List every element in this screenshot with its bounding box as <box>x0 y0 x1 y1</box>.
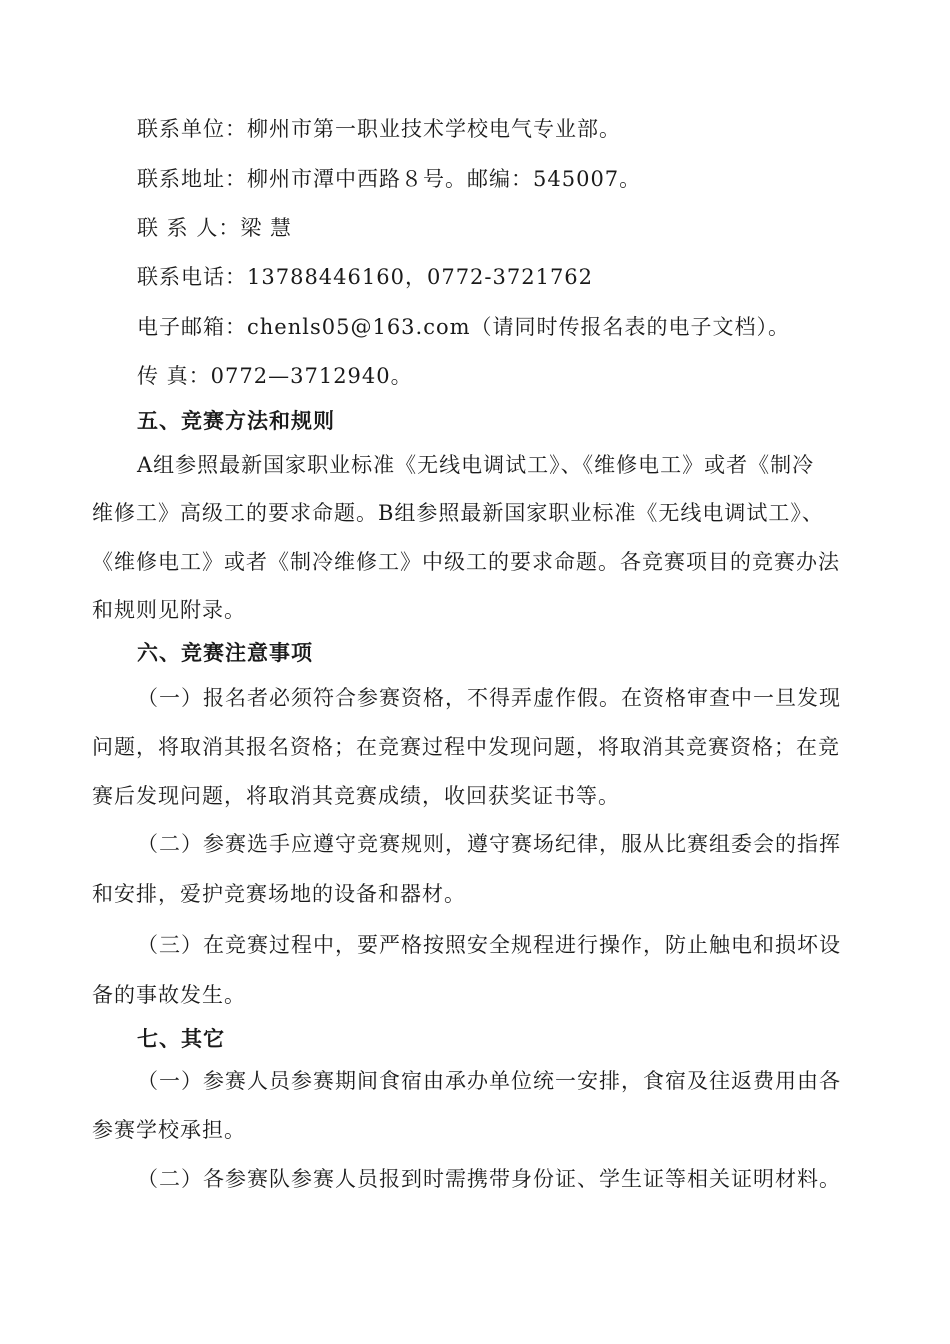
section6-item2-line-1: （二）参赛选手应遵守竞赛规则，遵守赛场纪律，服从比赛组委会的指挥 <box>137 832 841 856</box>
section5-line-2: 维修工》高级工的要求命题。B组参照最新国家职业标准《无线电调试工》、 <box>92 501 824 525</box>
section5-heading: 五、竞赛方法和规则 <box>137 408 335 433</box>
section7-item1-line-1: （一）参赛人员参赛期间食宿由承办单位统一安排，食宿及往返费用由各 <box>137 1069 841 1093</box>
section7-item2-line-1: （二）各参赛队参赛人员报到时需携带身份证、学生证等相关证明材料。 <box>137 1167 841 1191</box>
section6-heading: 六、竞赛注意事项 <box>137 640 313 665</box>
section6-item1-line-1: （一）报名者必须符合参赛资格，不得弄虚作假。在资格审查中一旦发现 <box>137 686 841 710</box>
section5-line-1: A组参照最新国家职业标准《无线电调试工》、《维修电工》或者《制冷 <box>137 453 815 477</box>
contact-unit: 联系单位：柳州市第一职业技术学校电气专业部。 <box>137 117 621 141</box>
contact-phone: 联系电话：13788446160，0772-3721762 <box>137 265 594 289</box>
contact-email: 电子邮箱：chenls05@163.com（请同时传报名表的电子文档）。 <box>137 315 791 339</box>
section6-item3-line-2: 备的事故发生。 <box>92 983 246 1007</box>
section6-item1-line-2: 问题，将取消其报名资格；在竞赛过程中发现问题，将取消其竞赛资格；在竞 <box>92 735 840 759</box>
contact-person: 联 系 人：梁 慧 <box>137 216 293 240</box>
section7-item1-line-2: 参赛学校承担。 <box>92 1118 246 1142</box>
contact-address: 联系地址：柳州市潭中西路８号。邮编：545007。 <box>137 167 642 191</box>
section5-line-4: 和规则见附录。 <box>92 598 246 622</box>
section6-item2-line-2: 和安排，爱护竞赛场地的设备和器材。 <box>92 882 466 906</box>
section6-item1-line-3: 赛后发现问题，将取消其竞赛成绩，收回获奖证书等。 <box>92 784 620 808</box>
section7-heading: 七、其它 <box>137 1026 225 1051</box>
section5-line-3: 《维修电工》或者《制冷维修工》中级工的要求命题。各竞赛项目的竞赛办法 <box>92 550 840 574</box>
section6-item3-line-1: （三）在竞赛过程中，要严格按照安全规程进行操作，防止触电和损坏设 <box>137 933 841 957</box>
contact-fax: 传 真：0772—3712940。 <box>137 364 413 388</box>
